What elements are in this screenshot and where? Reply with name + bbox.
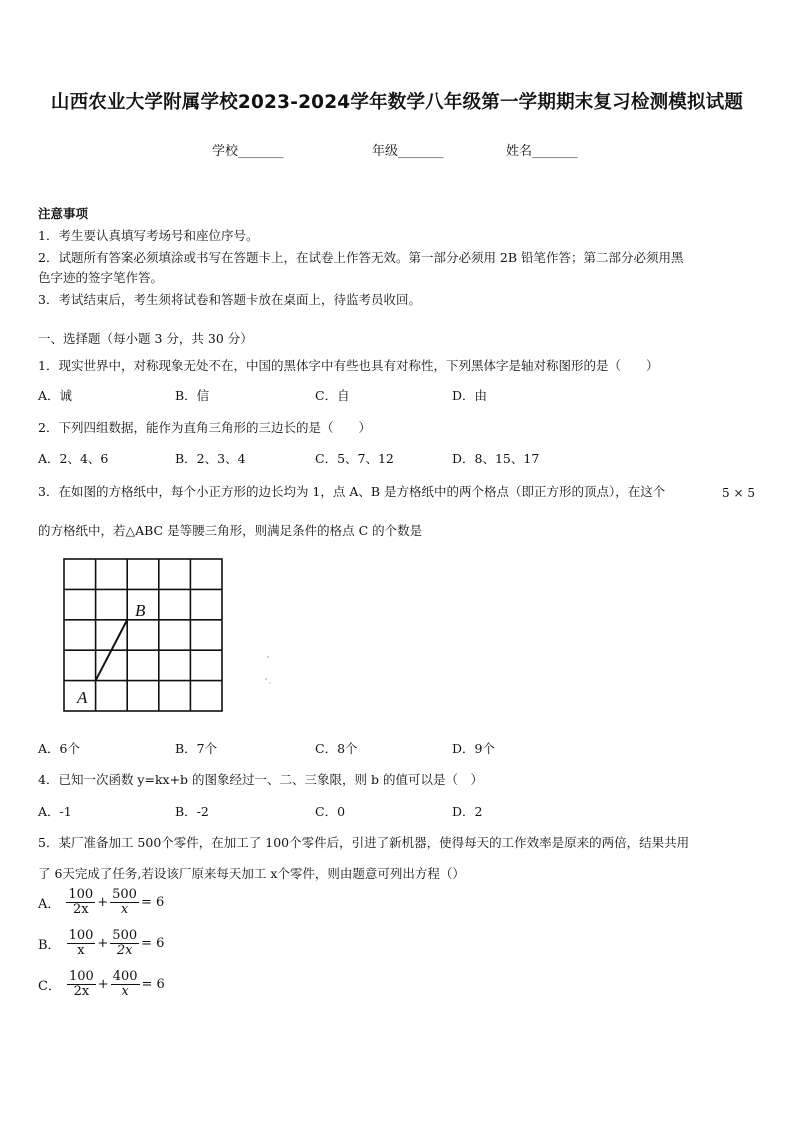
- q4-option-b: B．-2: [175, 804, 209, 819]
- fraction: [67, 970, 96, 998]
- q2-option-d: D．8、15、17: [452, 451, 540, 466]
- plus-sign: +: [97, 935, 109, 951]
- grid-figure: [60, 557, 280, 721]
- denominator: 2x: [116, 942, 133, 958]
- scan-speckles: [265, 656, 271, 684]
- question-4-stem: 4．已知一次函数 y=kx+b 的图象经过一、二、三象限，则 b 的值可以是（ ）: [38, 772, 483, 787]
- point-b-label: B: [135, 601, 146, 620]
- q4-option-a: A．-1: [38, 804, 72, 819]
- q2-option-c: C．5、7、12: [315, 451, 394, 466]
- q1-option-a: A．诚: [38, 388, 73, 403]
- point-a-label: A: [77, 688, 88, 707]
- plus-sign: +: [97, 976, 109, 992]
- q3-option-a: A．6个: [38, 741, 80, 756]
- fraction: [110, 929, 139, 957]
- fraction: [111, 970, 140, 998]
- q1-option-d: D．由: [452, 388, 488, 403]
- question-1-stem: 1．现实世界中，对称现象无处不在，中国的黑体字中有些也具有对称性，下列黑体字是轴对称图形的是（ ）: [38, 358, 659, 373]
- numerator: 500: [112, 928, 138, 943]
- q4-option-c: C．0: [315, 804, 346, 819]
- q3-option-d: D．9个: [452, 741, 495, 756]
- notice-item: 色字迹的签字笔作答。: [38, 270, 164, 285]
- notice-item: 1．考生要认真填写考场号和座位序号。: [38, 228, 259, 243]
- name-field: 姓名_______: [506, 144, 578, 159]
- numerator: 100: [68, 928, 94, 943]
- question-5-stem-cont: 了 6天完成了任务,若设该厂原来每天加工 x个零件，则由题意可列出方程（）: [38, 866, 465, 881]
- plus-sign: +: [97, 894, 109, 910]
- denominator: 2x: [73, 901, 89, 917]
- notice-heading: 注意事项: [38, 206, 89, 221]
- grid-size: 5 × 5: [722, 486, 755, 500]
- fraction: [67, 929, 96, 957]
- option-label: A．: [38, 896, 61, 912]
- q3-option-b: B．7个: [175, 741, 218, 756]
- denominator: x: [77, 942, 85, 958]
- question-5-stem: 5．某厂准备加工 500个零件，在加工了 100个零件后，引进了新机器，使得每天的工作效率是原来的两倍，结果共用: [38, 835, 690, 850]
- grid-border: [64, 559, 222, 711]
- option-label: C．: [38, 978, 61, 994]
- question-3-stem-cont: 的方格纸中，若△ABC 是等腰三角形，则满足条件的格点 C 的个数是: [38, 523, 423, 538]
- denominator: x: [120, 901, 129, 917]
- equals-rhs: = 6: [141, 935, 165, 951]
- q5-option-c: [38, 970, 167, 998]
- question-3-stem: 3．在如图的方格纸中，每个小正方形的边长均为 1，点 A、B 是方格纸中的两个格点（即正方形的顶点），在这个: [38, 484, 666, 499]
- exam-title: 山西农业大学附属学校2023-2024学年数学八年级第一学期期末复习检测模拟试题: [50, 92, 744, 113]
- notice-item: 2．试题所有答案必须填涂或书写在答题卡上，在试卷上作答无效。第一部分必须用 2B 铅笔作答；第二部分必须用黑: [38, 250, 684, 265]
- numerator: 500: [112, 887, 137, 902]
- notice-item: 3．考试结束后，考生须将试卷和答题卡放在桌面上，待监考员收回。: [38, 292, 421, 307]
- section-heading: 一、选择题（每小题 3 分，共 30 分）: [38, 331, 253, 346]
- fraction: [110, 888, 139, 916]
- grade-field: 年级_______: [372, 144, 444, 159]
- numerator: 400: [112, 969, 138, 984]
- q5-option-b: [38, 929, 166, 957]
- q2-option-b: B．2、3、4: [175, 451, 246, 466]
- q1-option-b: B．信: [175, 388, 210, 403]
- numerator: 100: [68, 969, 94, 984]
- q2-option-a: A．2、4、6: [38, 451, 109, 466]
- fraction: [66, 888, 95, 916]
- numerator: 100: [68, 887, 94, 902]
- school-field: 学校_______: [212, 144, 284, 159]
- q5-option-a: [38, 888, 166, 916]
- option-label: B．: [38, 937, 61, 953]
- q3-option-c: C．8个: [315, 741, 358, 756]
- equals-rhs: = 6: [141, 976, 165, 992]
- grid-figure-svg: [60, 557, 280, 717]
- denominator: 2x: [73, 983, 90, 999]
- q1-option-c: C．自: [315, 388, 350, 403]
- equals-rhs: = 6: [140, 894, 165, 910]
- question-2-stem: 2．下列四组数据，能作为直角三角形的三边长的是（ ）: [38, 420, 371, 435]
- denominator: x: [121, 983, 129, 999]
- q4-option-d: D．2: [452, 804, 483, 819]
